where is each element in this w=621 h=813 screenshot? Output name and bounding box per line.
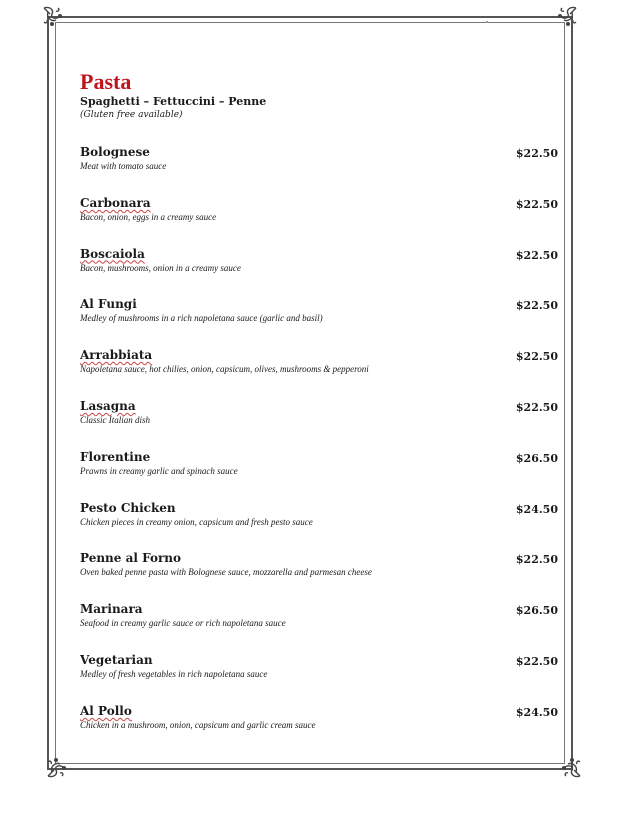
item-description: Bacon, mushrooms, onion in a creamy sauce <box>80 262 241 273</box>
section-title: Pasta <box>80 69 132 94</box>
item-description: Bacon, onion, eggs in a creamy sauce <box>80 211 217 222</box>
item-price: $22.50 <box>515 248 558 262</box>
menu-item <box>80 297 560 348</box>
item-price: $22.50 <box>515 197 558 211</box>
pasta-types: Spaghetti – Fettuccini – Penne <box>80 95 267 108</box>
menu-header <box>80 70 560 122</box>
item-name: Lasagna <box>80 398 136 413</box>
item-price: $22.50 <box>515 654 558 668</box>
item-description: Prawns in creamy garlic and spinach sauce <box>80 465 238 476</box>
item-price: $22.50 <box>515 553 558 567</box>
menu-item <box>80 196 560 247</box>
menu-item <box>80 602 560 653</box>
menu-item <box>80 247 560 298</box>
menu-item-list <box>80 145 560 755</box>
item-description: Chicken pieces in creamy onion, capsicum and fresh pesto sauce <box>80 516 313 527</box>
item-name: Boscaiola <box>80 246 145 261</box>
item-description: Medley of mushrooms in a rich napoletana sauce (garlic and basil) <box>80 313 323 324</box>
item-name: Marinara <box>80 602 143 617</box>
item-name: Al Pollo <box>80 703 132 718</box>
menu-item <box>80 501 560 552</box>
menu-item <box>80 551 560 602</box>
item-price: $24.50 <box>515 502 558 516</box>
corner-ornament-icon <box>556 752 584 780</box>
menu-item <box>80 704 560 755</box>
corner-ornament-icon <box>552 4 580 32</box>
menu-item <box>80 450 560 501</box>
item-description: Chicken in a mushroom, onion, capsicum and garlic cream sauce <box>80 719 316 730</box>
item-name: Carbonara <box>80 195 151 210</box>
corner-ornament-icon <box>44 752 72 780</box>
item-price: $22.50 <box>515 400 558 414</box>
item-price: $22.50 <box>515 299 558 313</box>
item-price: $26.50 <box>515 451 558 465</box>
item-description: Meat with tomato sauce <box>80 161 167 171</box>
stray-mark <box>486 21 488 23</box>
item-price: $22.50 <box>515 147 558 160</box>
item-name: Arrabbiata <box>80 348 153 363</box>
item-price: $26.50 <box>515 604 558 618</box>
menu-item <box>80 399 560 450</box>
item-description: Medley of fresh vegetables in rich napoletana sauce <box>80 668 268 679</box>
item-price: $22.50 <box>515 350 558 364</box>
item-name: Vegetarian <box>80 652 153 667</box>
item-name: Penne al Forno <box>80 551 182 566</box>
menu-item <box>80 348 560 399</box>
item-price: $24.50 <box>515 705 558 719</box>
gluten-free-note: (Gluten free available) <box>80 110 183 120</box>
menu-item <box>80 145 560 196</box>
item-name: Pesto Chicken <box>80 500 176 515</box>
corner-ornament-icon <box>40 4 68 32</box>
item-name: Bolognese <box>80 145 150 159</box>
item-name: Florentine <box>80 449 151 464</box>
menu-item <box>80 653 560 704</box>
item-description: Napoletana sauce, hot chilies, onion, capsicum, olives, mushrooms & pepperoni <box>80 364 369 375</box>
item-description: Classic Italian dish <box>80 414 151 425</box>
item-name: Al Fungi <box>80 297 137 312</box>
item-description: Seafood in creamy garlic sauce or rich napoletana sauce <box>80 618 286 629</box>
item-description: Oven baked penne pasta with Bolognese sauce, mozzarella and parmesan cheese <box>80 567 372 578</box>
